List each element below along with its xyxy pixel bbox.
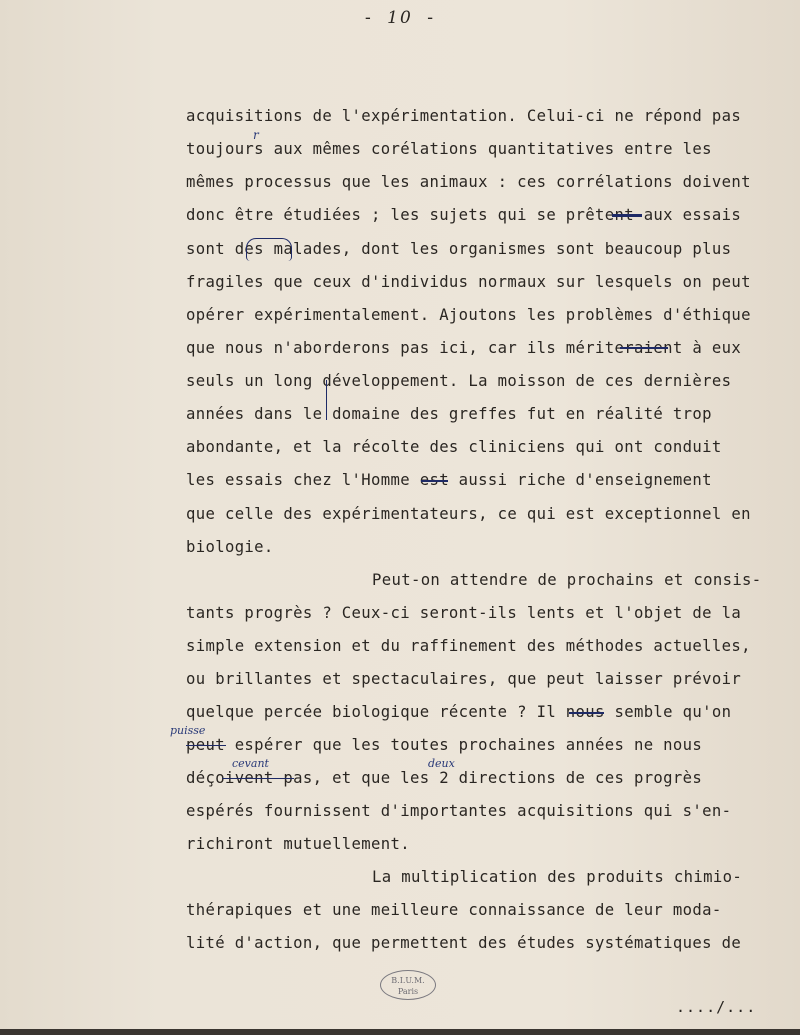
text-line-13: que celle des expérimentateurs, ce qui est exceptionnel en [186,505,751,523]
scan-edge [0,1029,800,1035]
strike-mark-decoivent [222,778,294,779]
stamp-line-1: B.I.U.M. [391,976,425,985]
stamp-line-2: Paris [397,987,419,996]
text-line-4: donc être étudiées ; les sujets qui se prêtent aux essais [186,206,742,224]
strike-mark-est [421,480,448,482]
cevant-annotation: cevant [232,757,269,770]
text-line-25: thérapiques et une meilleure connaissance de leur moda- [186,901,722,919]
separation-mark [326,380,327,420]
text-line-24: La multiplication des produits chimio- [372,868,743,886]
text-line-3: mêmes processus que les animaux : ces corrélations doivent [186,173,751,191]
text-line-14: biologie. [186,538,274,556]
text-line-18: ou brillantes et spectaculaires, que peut laisser prévoir [186,670,742,688]
text-line-10: années dans le domaine des greffes fut en réalité trop [186,405,712,423]
page-number-dash-left: - [362,8,388,28]
puisse-annotation: puisse [170,724,206,737]
text-line-8: que nous n'aborderons pas ici, car ils mériteraient à eux [186,339,742,357]
strike-mark-peut [186,745,226,746]
continuation-mark: ..../... [676,998,757,1016]
text-line-22: espérés fournissent d'importantes acquisitions qui s'en- [186,802,732,820]
text-line-1: acquisitions de l'expérimentation. Celui-ci ne répond pas [186,107,742,125]
text-line-16: tants progrès ? Ceux-ci seront-ils lents et l'objet de la [186,604,742,622]
strike-mark-meriteraient [620,347,668,349]
strike-mark-pretent [612,214,642,217]
text-line-26: lité d'action, que permettent des études systématiques de [186,934,742,952]
transposition-loop-mark [246,238,292,261]
strike-mark-nous [569,712,604,714]
text-line-6: fragiles que ceux d'individus normaux sur lesquels on peut [186,273,751,291]
text-line-21: déçoivent pas, et que les 2 directions de ces progrès [186,769,703,787]
text-line-2: toujours aux mêmes corélations quantitatives entre les [186,140,712,158]
text-line-11: abondante, et la récolte des cliniciens qui ont conduit [186,438,722,456]
text-line-20: peut espérer que les toutes prochaines années ne nous [186,736,703,754]
insert-r-annotation: r [253,128,259,142]
page-number-dash-right: - [412,8,438,28]
page-number [0,8,800,28]
text-line-23: richiront mutuellement. [186,835,410,853]
text-line-9: seuls un long développement. La moisson de ces dernières [186,372,732,390]
text-line-15: Peut-on attendre de prochains et consis- [372,571,762,589]
text-line-19: quelque percée biologique récente ? Il nous semble qu'on [186,703,732,721]
text-line-7: opérer expérimentalement. Ajoutons les problèmes d'éthique [186,306,751,324]
handwritten-page-number: 10 [387,8,413,28]
library-stamp [380,970,436,1000]
text-line-12: les essais chez l'Homme est aussi riche d'enseignement [186,471,712,489]
deux-annotation: deux [428,757,455,770]
text-line-5: sont des malades, dont les organismes sont beaucoup plus [186,240,732,258]
text-line-17: simple extension et du raffinement des méthodes actuelles, [186,637,751,655]
